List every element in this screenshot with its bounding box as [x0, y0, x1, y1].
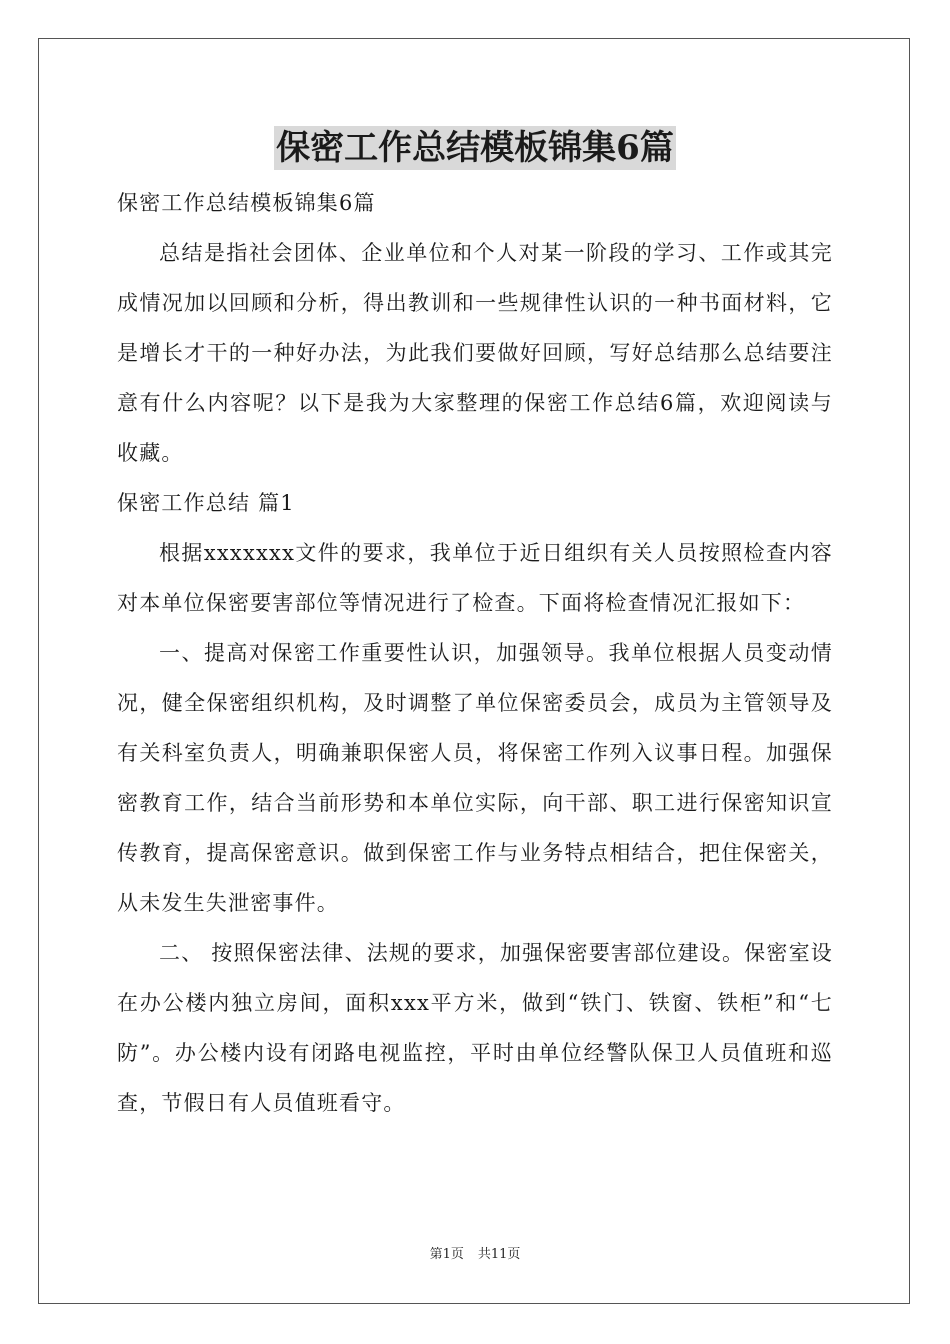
page-footer	[0, 1246, 950, 1264]
page-total: 共11页	[477, 1247, 521, 1262]
document-subtitle: 保密工作总结模板锦集6篇	[117, 191, 376, 215]
section-heading: 保密工作总结 篇1	[117, 491, 295, 515]
page-number: 第1页	[429, 1247, 464, 1262]
document-title: 保密工作总结模板锦集6篇	[276, 128, 674, 168]
title-wrap	[0, 126, 950, 170]
body-paragraph: 根据xxxxxxx文件的要求，我单位于近日组织有关人员按照检查内容对本单位保密要害部位等情况进行了检查。下面将检查情况汇报如下：	[117, 541, 833, 615]
body-paragraph: 一、提高对保密工作重要性认识，加强领导。我单位根据人员变动情况，健全保密组织机构，及时调整了单位保密委员会，成员为主管领导及有关科室负责人，明确兼职保密人员，将保密工作列入议事日程。加强保密教育工作，结合当前形势和本单位实际，向干部、职工进行保密知识宣传教育，提高保密意识。做到保密工作与业务特点相结合，把住保密关，从未发生失泄密事件。	[117, 641, 833, 915]
document-body	[117, 178, 833, 1128]
intro-paragraph: 总结是指社会团体、企业单位和个人对某一阶段的学习、工作或其完成情况加以回顾和分析，得出教训和一些规律性认识的一种书面材料，它是增长才干的一种好办法，为此我们要做好回顾，写好总结那么总结要注意有什么内容呢？以下是我为大家整理的保密工作总结6篇，欢迎阅读与收藏。	[117, 241, 833, 465]
body-paragraph: 二、 按照保密法律、法规的要求，加强保密要害部位建设。保密室设在办公楼内独立房间，面积xxx平方米，做到“铁门、铁窗、铁柜”和“七防”。办公楼内设有闭路电视监控，平时由单位经警队保卫人员值班和巡查，节假日有人员值班看守。	[117, 941, 833, 1115]
